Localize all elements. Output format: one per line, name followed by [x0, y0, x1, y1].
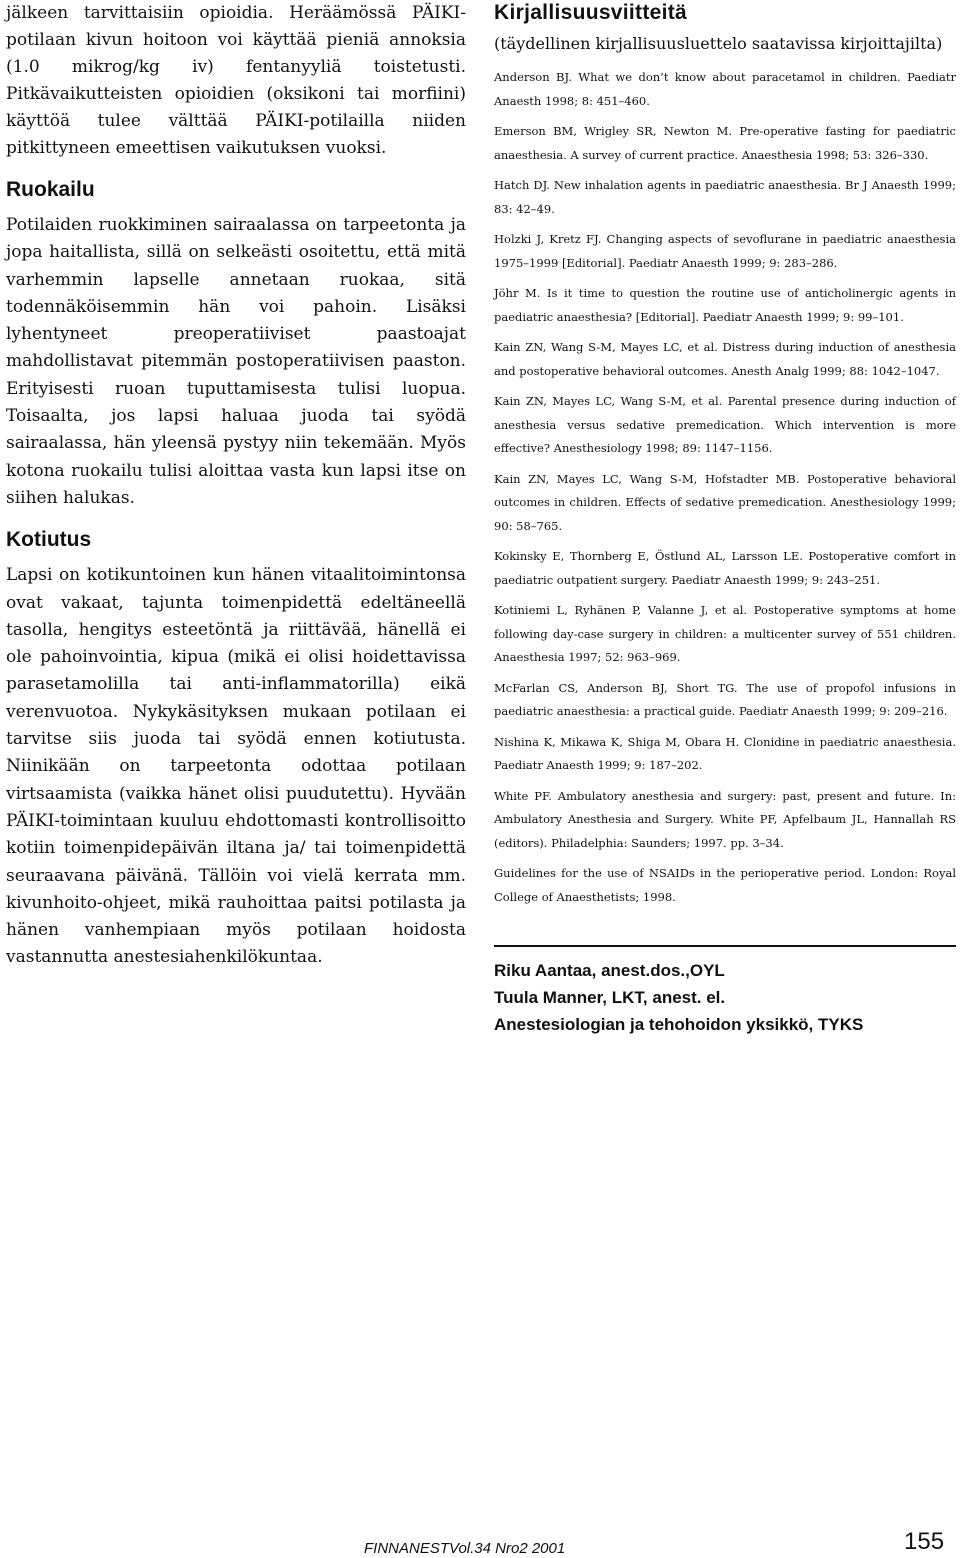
lead-paragraph: jälkeen tarvittaisiin opioidia. Heräämössä PÄIKI-potilaan kivun hoitoon voi käyttää pieniä annoksia (1.0 mikrog/kg iv) fentanyyliä toistetusti. Pitkävaikutteisten opioidien (oksikoni tai morfiini) käyttöä tulee välttää PÄIKI-potilailla niiden pitkittyneen emeettisen vaikutuksen vuoksi.: [6, 3, 466, 158]
author-affiliation: Anestesiologian ja tehohoidon yksikkö, TYKS: [494, 1015, 864, 1034]
reference-item: Kain ZN, Mayes LC, Wang S-M, et al. Parental presence during induction of anesthesia versus sedative premedication. Which intervention is more effective? Anesthesiology 1998; 89: 1147–1156.: [494, 394, 956, 455]
reference-item: White PF. Ambulatory anesthesia and surgery: past, present and future. In: Ambulatory Anesthesia and Surgery. White PF, Apfelbaum JL, Hannallah RS (editors). Philadelphia: Saunders; 1997. pp. 3–34.: [494, 788, 956, 850]
section-text-kotiutus: Lapsi on kotikuntoinen kun hänen vitaalitoimintonsa ovat vakaat, tajunta toimenpidettä edeltäneellä tasolla, hengitys esteetöntä ja riittävää, hänellä ei ole pahoinvointia, kipua (mikä ei olisi hoidettavissa parasetamolilla tai anti-inflammatorilla) eikä verenvuotoa. Nykykäsityksen mukaan potilaan ei tarvitse siis juoda tai syödä ennen kotiutusta. Niinikään on tarpeetonta odottaa potilaan virtsaamista (vaikka hänet olisi puudutettu). Hyvään PÄIKI-toimintaan kuuluu ehdottomasti kontrollisoitto kotiin toimenpidepäivän iltana ja/ tai toimenpidettä seuraavana päivänä. Tällöin voi vielä kerrata mm. kivunhoito-ohjeet, mikä rauhoittaa paitsi potilasta ja hänen vanhempiaan myös potilaan hoidosta vastannutta anestesiahenkilökuntaa.: [6, 565, 466, 968]
reference-list: [494, 66, 956, 909]
reference-item: Holzki J, Kretz FJ. Changing aspects of sevoflurane in paediatric anaesthesia 1975–1999 [Editorial]. Paediatr Anaesth 1999; 9: 283–286.: [494, 232, 956, 270]
section-heading-kotiutus: Kotiutus: [6, 528, 92, 552]
author-line-2: Tuula Manner, LKT, anest. el.: [494, 988, 726, 1007]
reference-item: Kokinsky E, Thornberg E, Östlund AL, Larsson LE. Postoperative comfort in paediatric outpatient surgery. Paediatr Anaesth 1999; 9: 243–251.: [494, 549, 956, 587]
references-subtitle: (täydellinen kirjallisuusluettelo saatavissa kirjoittajilta): [494, 34, 943, 53]
section-heading-ruokailu: Ruokailu: [6, 178, 95, 201]
reference-item: Nishina K, Mikawa K, Shiga M, Obara H. Clonidine in paediatric anaesthesia. Paediatr Anaesth 1999; 9: 187–202.: [494, 734, 956, 772]
reference-item: Kotiniemi L, Ryhänen P, Valanne J, et al. Postoperative symptoms at home following day-case surgery in children: a multicenter survey of 551 children. Anaesthesia 1997; 52: 963–969.: [494, 603, 956, 664]
reference-item: Emerson BM, Wrigley SR, Newton M. Pre-operative fasting for paediatric anaesthesia. A survey of current practice. Anaesthesia 1998; 53: 326–330.: [494, 124, 956, 162]
left-column: [6, 0, 466, 982]
reference-item: Kain ZN, Wang S-M, Mayes LC, et al. Distress during induction of anesthesia and postoperative behavioral outcomes. Anesth Analg 1999; 88: 1042–1047.: [494, 340, 956, 378]
author-divider: [494, 945, 956, 947]
page-number: 155: [904, 1528, 945, 1555]
reference-item: Jöhr M. Is it time to question the routine use of anticholinergic agents in paediatric anaesthesia? [Editorial]. Paediatr Anaesth 1999; 9: 99–101.: [494, 286, 956, 324]
reference-item: Anderson BJ. What we don’t know about paracetamol in children. Paediatr Anaesth 1998; 8: 451–460.: [494, 70, 956, 108]
section-text-ruokailu: Potilaiden ruokkiminen sairaalassa on tarpeetonta ja jopa haitallista, sillä on selkeästi osoitettu, että mitä varhemmin lapselle annetaan ruokaa, sitä todennäköisemmin hän voi pahoin. Lisäksi lyhentyneet preoperatiiviset paastoajat mahdollistavat pitemmän postoperatiivisen paaston. Erityisesti ruoan tuputtamisesta tulisi luopua. Toisaalta, jos lapsi haluaa juoda tai syödä sairaalassa, hän yleensä pystyy niin tekemään. Myös kotona ruokailu tulisi aloittaa vasta kun lapsi itse on siihen halukas.: [6, 215, 466, 508]
references-heading: Kirjallisuusviitteitä: [494, 1, 688, 24]
footer-journal-name: FINNANESTVol.34 Nro2 2001: [364, 1540, 566, 1557]
right-column: [494, 0, 956, 1038]
reference-item: Hatch DJ. New inhalation agents in paediatric anaesthesia. Br J Anaesth 1999; 83: 42–49.: [494, 178, 956, 216]
author-line-1: Riku Aantaa, anest.dos.,OYL: [494, 961, 725, 980]
reference-item: Kain ZN, Mayes LC, Wang S-M, Hofstadter MB. Postoperative behavioral outcomes in children. Effects of sedative premedication. Anesthesiology 1999; 90: 58–765.: [494, 471, 956, 533]
reference-item: Guidelines for the use of NSAIDs in the perioperative period. London: Royal College of Anaesthetists; 1998.: [494, 866, 956, 904]
reference-item: McFarlan CS, Anderson BJ, Short TG. The use of propofol infusions in paediatric anaesthesia: a practical guide. Paediatr Anaesth 1999; 9: 209–216.: [494, 680, 956, 718]
